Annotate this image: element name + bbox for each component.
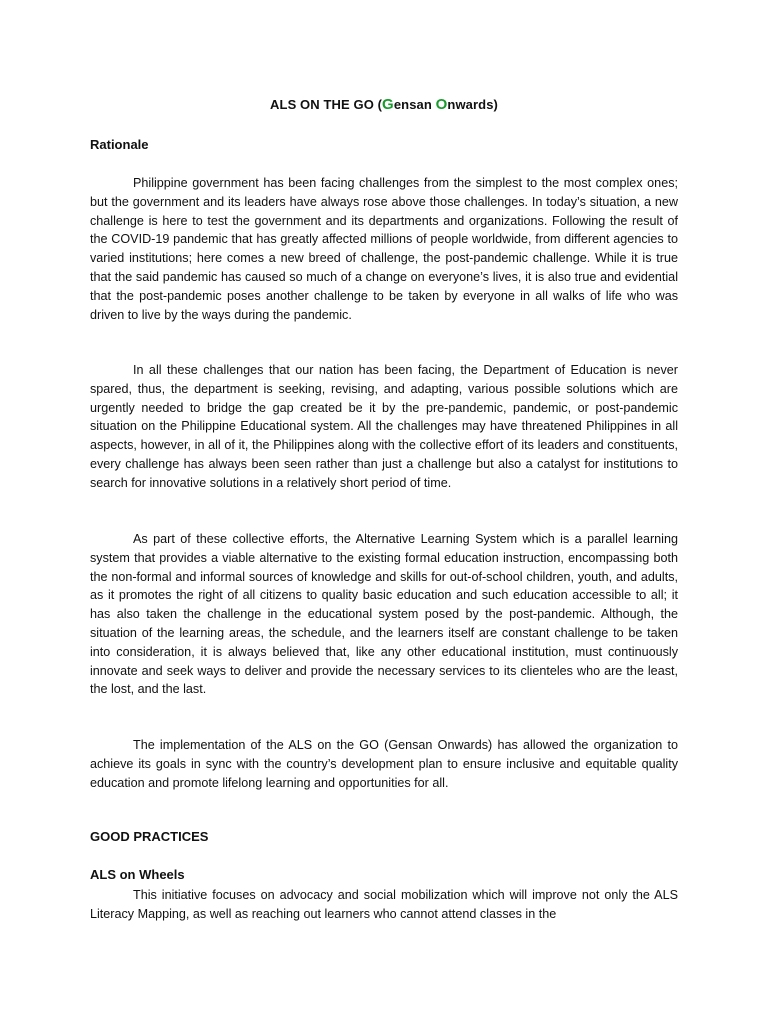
title-prefix: ALS ON THE GO (: [270, 97, 383, 112]
rationale-paragraph-4: The implementation of the ALS on the GO (Gensan Onwards) has allowed the organization to achieve its goals in sync with the country’s development plan to ensure inclusive and equitable quality education and promote lifelong learning and opportunities for all.: [90, 738, 678, 790]
title-o-letter: O: [435, 96, 448, 113]
title-g-letter: G: [382, 96, 394, 113]
title-suffix: nwards): [447, 97, 498, 112]
als-on-wheels-paragraph: This initiative focuses on advocacy and social mobilization which will improve not only the ALS Literacy Mapping, as well as reaching out learners who cannot attend classes in the: [90, 888, 678, 921]
als-on-wheels-subheading: ALS on Wheels: [90, 867, 185, 882]
rationale-paragraph-2: In all these challenges that our nation has been facing, the Department of Education is never spared, thus, the department is seeking, revising, and adapting, various possible solutions which are urgently needed to bridge the gap created be it by the pre-pandemic, pandemic, or post-pandemic situation on the Philippine Educational system. All the challenges may have threatened Philippines in all aspects, however, in all of it, the Philippines along with the collective effort of its leaders and constituents, every challenge has always been seen rather than just a challenge but also a catalyst for institutions to search for innovative solutions in a relatively short period of time.: [90, 363, 678, 490]
rationale-paragraph-1: Philippine government has been facing challenges from the simplest to the most complex ones; but the government and its leaders have always rose above those challenges. In today’s situation, a new challenge is here to test the government and its departments and organizations. Following the result of the COVID-19 pandemic that has greatly affected millions of people worldwide, from different agencies to varied institutions; here comes a new breed of challenge, the post-pandemic challenge. While it is true that the said pandemic has caused so much of a change on everyone’s lives, it is also true and evidential that the post-pandemic poses another challenge to be taken by everyone in all walks of life who was driven to live by the ways during the pandemic.: [90, 176, 678, 322]
good-practices-heading: GOOD PRACTICES: [90, 829, 209, 844]
rationale-heading: Rationale: [90, 137, 149, 152]
rationale-paragraph-3: As part of these collective efforts, the Alternative Learning System which is a parallel learning system that provides a viable alternative to the existing formal education instruction, encompassing both the non-formal and informal sources of knowledge and skills for out-of-school children, youth, and adults, as it promotes the right of all citizens to quality basic education and such education accessible to all; it has also taken the challenge in the educational system posed by the post-pandemic. Although, the situation of the learning areas, the schedule, and the learners itself are constant challenge to be taken into consideration, it is always believed that, like any other educational institution, must continuously innovate and seek ways to deliver and provide the necessary services to its clienteles who are the least, the lost, and the last.: [90, 532, 678, 697]
title-middle: ensan: [393, 97, 436, 112]
document-title: [0, 96, 768, 113]
